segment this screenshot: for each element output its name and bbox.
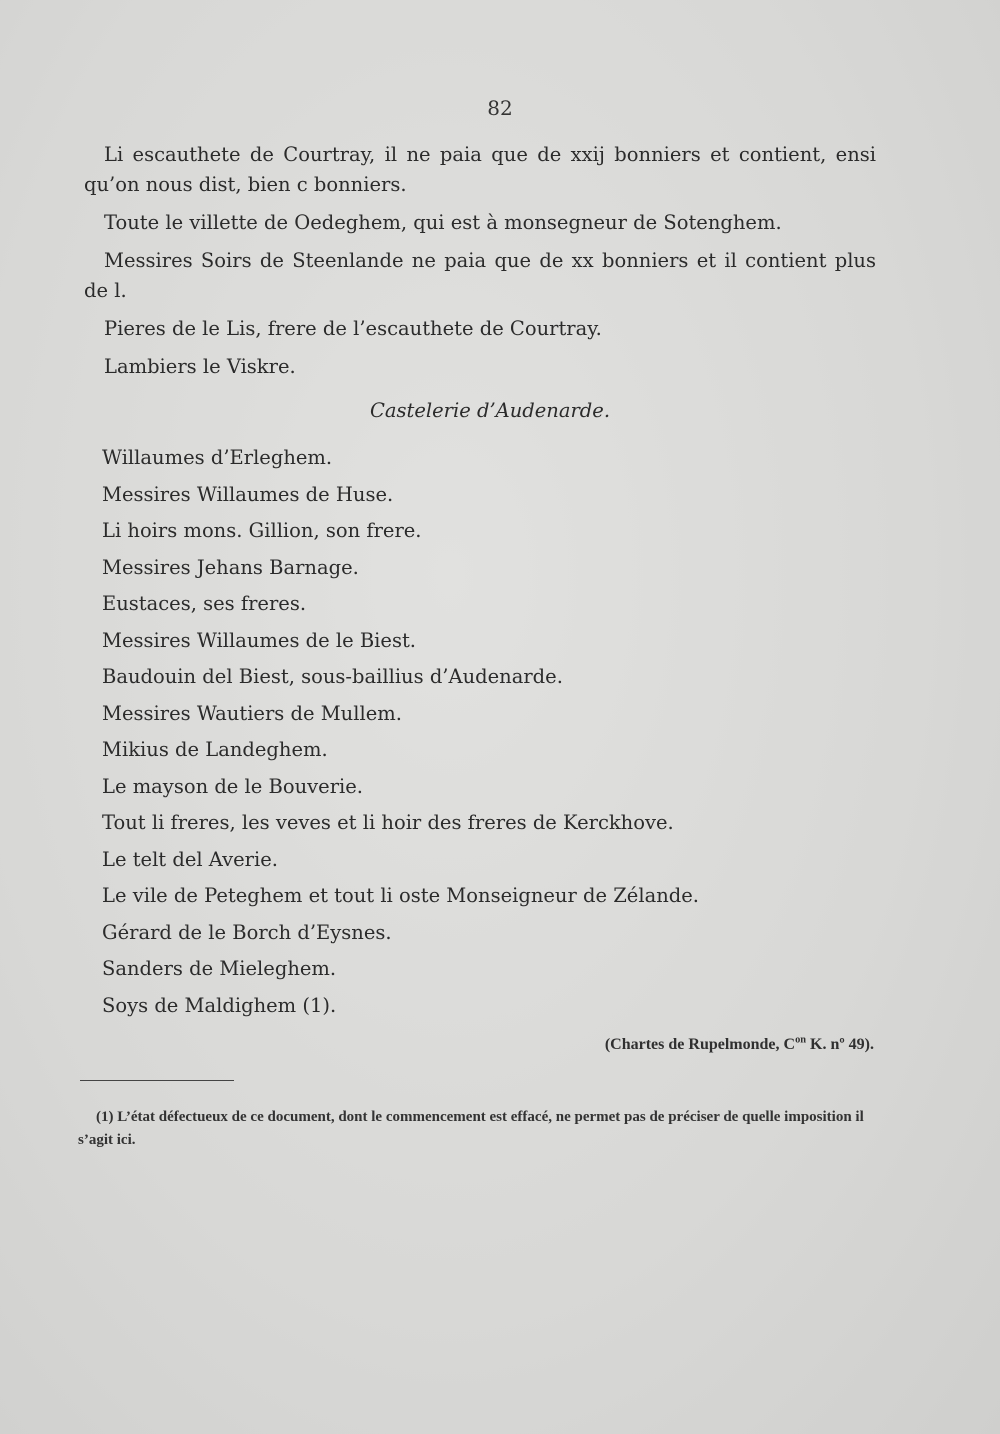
footnote-divider [80, 1080, 234, 1081]
citation-prefix: (Chartes de Rupelmonde, C [604, 1036, 796, 1053]
body-text [84, 140, 876, 1024]
list-item: Le vile de Peteghem et tout li oste Monseigneur de Zélande. [102, 884, 699, 907]
list-item: Messires Jehans Barnage. [102, 555, 359, 579]
page-number: 82 [487, 96, 513, 120]
citation-superscript: on [795, 1034, 807, 1046]
list-item: Li hoirs mons. Gillion, son frere. [102, 519, 422, 542]
list-item: Le telt del Averie. [102, 847, 278, 871]
footnote-marker: (1) [96, 1109, 114, 1125]
section-heading: Castelerie d’Audenarde. [369, 399, 611, 422]
list-item: Tout li freres, les veves et li hoir des freres de Kerckhove. [102, 811, 674, 834]
list-item: Sanders de Mieleghem. [102, 957, 337, 980]
footnote [78, 1106, 874, 1152]
list-item: Messires Wautiers de Mullem. [102, 701, 402, 725]
source-citation [605, 1036, 874, 1054]
list-item: Willaumes d’Erleghem. [102, 446, 333, 469]
citation-suffix: K. nº 49). [806, 1036, 874, 1053]
list-item: Messires Willaumes de le Biest. [102, 628, 416, 652]
list-item: Le mayson de le Bouverie. [102, 774, 364, 798]
list-item: Baudouin del Biest, sous-baillius d’Audenarde. [102, 665, 563, 688]
footnote-reference[interactable]: (1) [302, 993, 330, 1017]
list-item: Gérard de le Borch d’Eysnes. [102, 920, 392, 944]
paragraph: Lambiers le Viskre. [104, 355, 296, 378]
paragraph: Li escauthete de Courtray, il ne paia que de xxij bonniers et contient, ensi qu’on nous dist, bien c bonniers. [84, 143, 876, 196]
list-item: Messires Willaumes de Huse. [102, 482, 394, 506]
list-item-end: . [330, 993, 337, 1017]
list-item: Mikius de Landeghem. [102, 738, 328, 761]
paragraph: Toute le villette de Oedeghem, qui est à monsegneur de Sotenghem. [104, 211, 782, 234]
list-item-last [84, 988, 876, 1025]
paragraph: Messires Soirs de Steenlande ne paia que de xx bonniers et il contient plus de l. [84, 249, 876, 302]
list-item: Eustaces, ses freres. [102, 592, 307, 615]
footnote-text: L’état défectueux de ce document, dont le commencement est effacé, ne permet pas de préciser de quelle imposition il s’agit ici. [78, 1109, 864, 1148]
paragraph: Pieres de le Lis, frere de l’escauthete de Courtray. [104, 317, 602, 340]
list-item-text: Soys de Maldighem [102, 993, 303, 1017]
